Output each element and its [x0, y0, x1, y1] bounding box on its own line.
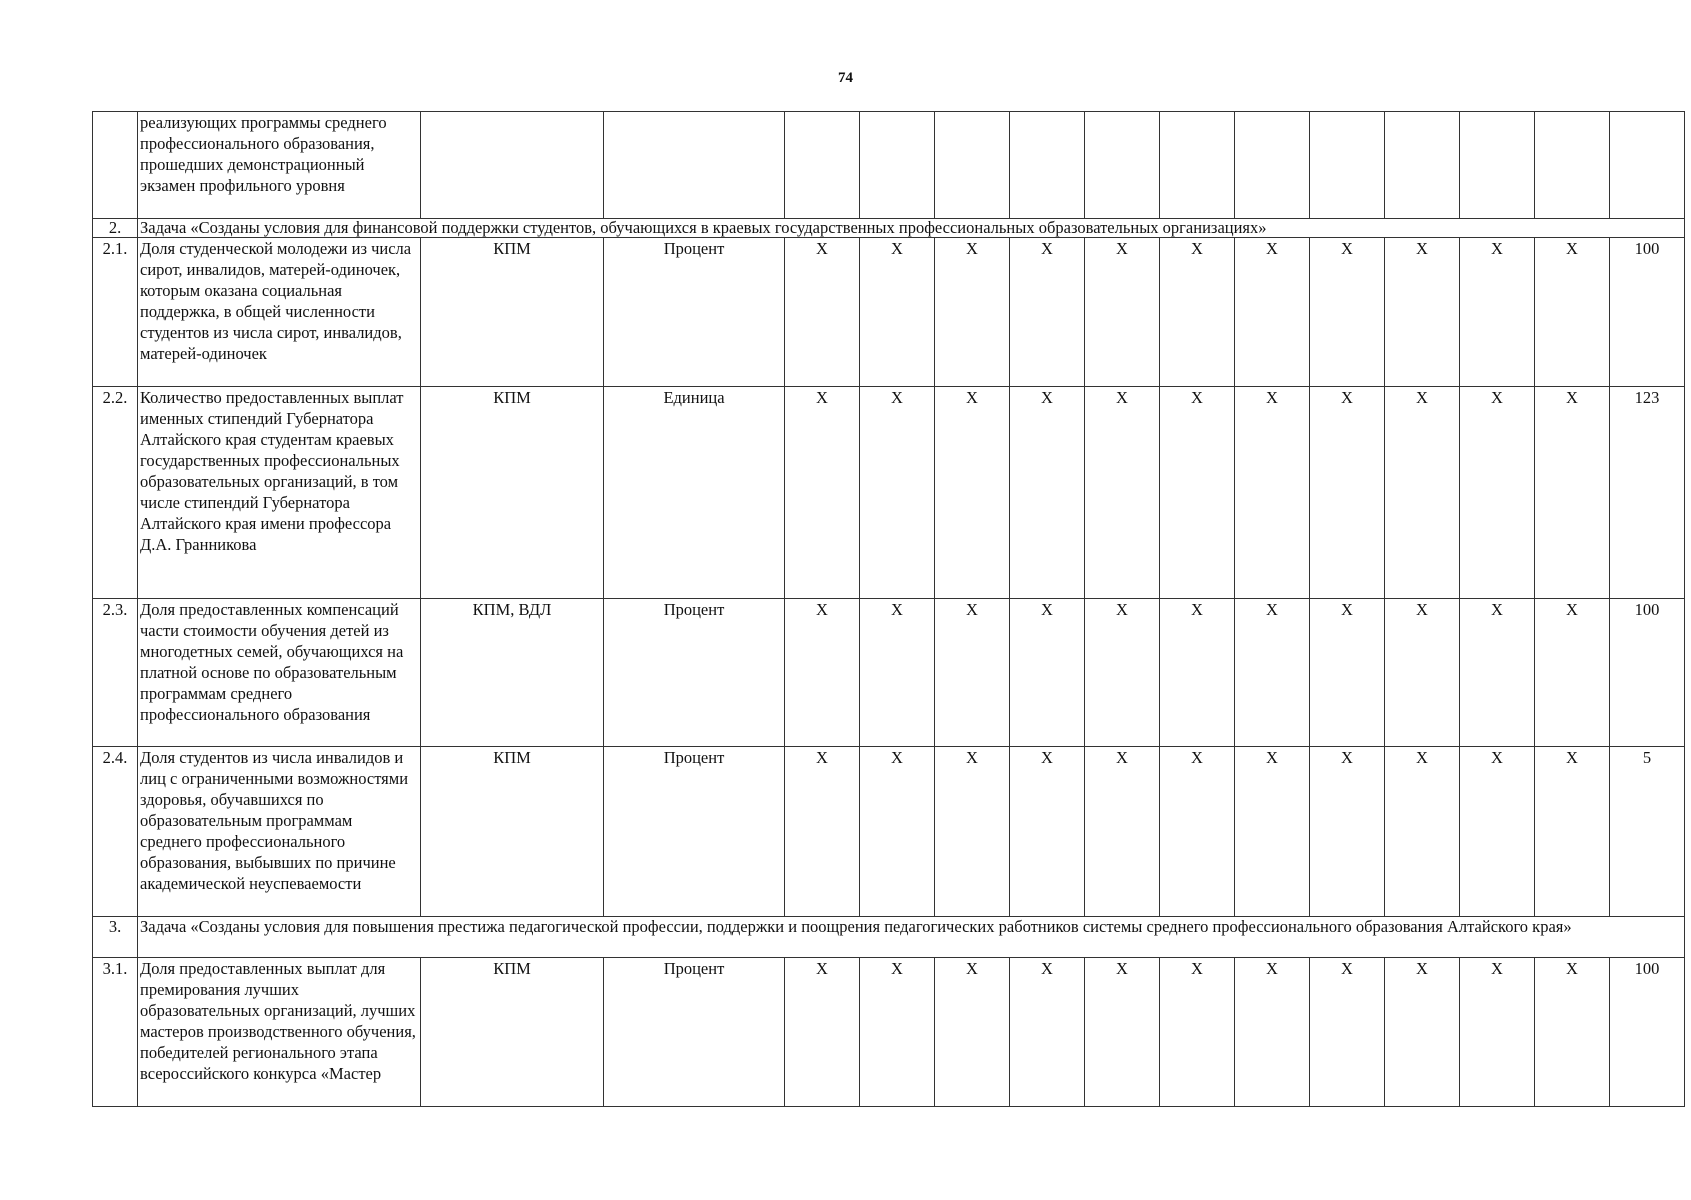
indicator-type: КПМ	[421, 958, 604, 1107]
final-value: 123	[1610, 387, 1685, 599]
mark-cell: X	[935, 238, 1010, 387]
mark-cell: X	[1085, 958, 1160, 1107]
unit-of-measure: Процент	[604, 599, 785, 747]
mark-cell: X	[1010, 387, 1085, 599]
mark-cell: X	[1160, 387, 1235, 599]
task-row	[93, 917, 1685, 958]
mark-cell: X	[1460, 747, 1535, 917]
mark-cell: X	[1010, 238, 1085, 387]
final-value: 5	[1610, 747, 1685, 917]
mark-cell: X	[785, 599, 860, 747]
row-number: 3.1.	[93, 958, 138, 1107]
table-row	[93, 958, 1685, 1107]
row-number: 2.4.	[93, 747, 138, 917]
mark-cell: X	[1160, 958, 1235, 1107]
indicator-name: Доля предоставленных выплат для премирования лучших образовательных организаций, лучших мастеров производственного обучения, победителей регионального этапа всероссийского конкурса «Мастер	[138, 958, 421, 1107]
mark-cell: X	[1085, 599, 1160, 747]
mark-cell: X	[1460, 599, 1535, 747]
mark-cell: X	[860, 958, 935, 1107]
indicator-type: КПМ	[421, 238, 604, 387]
mark-cell: X	[1385, 747, 1460, 917]
mark-cell: X	[860, 747, 935, 917]
mark-cell: X	[935, 747, 1010, 917]
mark-cell: X	[1385, 238, 1460, 387]
mark-cell: X	[785, 958, 860, 1107]
mark-cell: X	[860, 238, 935, 387]
indicator-name: Количество предоставленных выплат именных стипендий Губернатора Алтайского края студентам краевых государственных профессиональных образовательных организаций, в том числе стипендий Губернатора Алтайского края имени профессора Д.А. Гранникова	[138, 387, 421, 599]
table-row	[93, 387, 1685, 599]
mark-cell: X	[1235, 387, 1310, 599]
row-number: 2.3.	[93, 599, 138, 747]
indicator-name-cell: реализующих программы среднего профессионального образования, прошедших демонстрационный экзамен профильного уровня	[138, 112, 421, 219]
mark-cell: X	[1310, 958, 1385, 1107]
mark-cell: X	[785, 747, 860, 917]
mark-cell: X	[1235, 958, 1310, 1107]
mark-cell: X	[935, 387, 1010, 599]
mark-cell: X	[1010, 747, 1085, 917]
indicator-type: КПМ, ВДЛ	[421, 599, 604, 747]
unit-of-measure: Процент	[604, 747, 785, 917]
mark-cell: X	[1160, 599, 1235, 747]
mark-cell: X	[1085, 238, 1160, 387]
mark-cell: X	[1310, 238, 1385, 387]
mark-cell: X	[1310, 747, 1385, 917]
mark-cell: X	[1460, 387, 1535, 599]
mark-cell: X	[1235, 599, 1310, 747]
indicator-name: Доля студенческой молодежи из числа сирот, инвалидов, матерей-одиночек, которым оказана социальная поддержка, в общей численности студентов из числа сирот, инвалидов, матерей-одиночек	[138, 238, 421, 387]
final-value: 100	[1610, 958, 1685, 1107]
mark-cell: X	[1310, 387, 1385, 599]
mark-cell: X	[1160, 238, 1235, 387]
mark-cell: X	[1535, 387, 1610, 599]
final-value: 100	[1610, 599, 1685, 747]
mark-cell: X	[860, 599, 935, 747]
empty-cell	[421, 112, 604, 219]
mark-cell: X	[785, 387, 860, 599]
mark-cell: X	[1460, 958, 1535, 1107]
mark-cell: X	[1310, 599, 1385, 747]
unit-of-measure: Процент	[604, 958, 785, 1107]
mark-cell: X	[935, 599, 1010, 747]
mark-cell: X	[1160, 747, 1235, 917]
mark-cell: X	[1010, 599, 1085, 747]
mark-cell: X	[1385, 958, 1460, 1107]
row-number: 2.1.	[93, 238, 138, 387]
unit-of-measure: Процент	[604, 238, 785, 387]
final-value: 100	[1610, 238, 1685, 387]
indicator-type: КПМ	[421, 747, 604, 917]
table-row	[93, 599, 1685, 747]
empty-cell	[604, 112, 785, 219]
mark-cell: X	[1085, 387, 1160, 599]
mark-cell: X	[1385, 387, 1460, 599]
page-number: 74	[838, 70, 853, 86]
mark-cell: X	[935, 958, 1010, 1107]
mark-cell: X	[1535, 958, 1610, 1107]
task-number: 2.	[93, 219, 138, 238]
indicator-name: Доля студентов из числа инвалидов и лиц с ограниченными возможностями здоровья, обучавшихся по образовательным программам среднего профессионального образования, выбывших по причине академической неуспеваемости	[138, 747, 421, 917]
unit-of-measure: Единица	[604, 387, 785, 599]
indicator-type: КПМ	[421, 387, 604, 599]
indicators-table	[92, 111, 1685, 1107]
mark-cell: X	[1535, 599, 1610, 747]
task-title: Задача «Созданы условия для повышения престижа педагогической профессии, поддержки и поощрения педагогических работников системы среднего профессионального образования Алтайского края»	[138, 917, 1685, 958]
mark-cell: X	[1235, 238, 1310, 387]
mark-cell: X	[1235, 747, 1310, 917]
mark-cell: X	[1535, 747, 1610, 917]
row-number-cell	[93, 112, 138, 219]
task-title: Задача «Созданы условия для финансовой поддержки студентов, обучающихся в краевых государственных профессиональных образовательных организациях»	[138, 219, 1685, 238]
table-row	[93, 747, 1685, 917]
task-number: 3.	[93, 917, 138, 958]
mark-cell: X	[1385, 599, 1460, 747]
mark-cell: X	[1010, 958, 1085, 1107]
mark-cell: X	[1460, 238, 1535, 387]
indicator-name: Доля предоставленных компенсаций части стоимости обучения детей из многодетных семей, обучающихся на платной основе по образовательным программам среднего профессионального образования	[138, 599, 421, 747]
task-row	[93, 219, 1685, 238]
row-number: 2.2.	[93, 387, 138, 599]
table-row	[93, 238, 1685, 387]
mark-cell: X	[860, 387, 935, 599]
mark-cell: X	[1085, 747, 1160, 917]
mark-cell: X	[785, 238, 860, 387]
mark-cell: X	[1535, 238, 1610, 387]
table-row	[93, 112, 1685, 219]
